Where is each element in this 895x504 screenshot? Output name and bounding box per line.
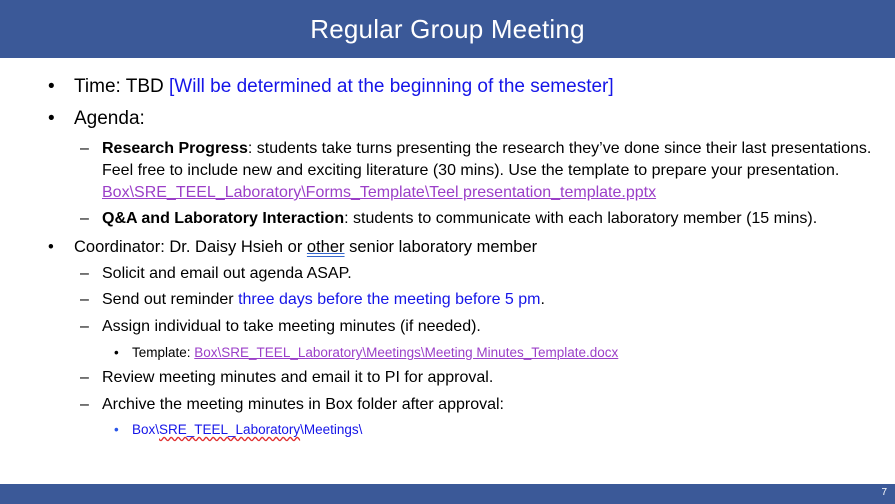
meeting-minutes-template-link[interactable]: Box\SRE_TEEL_Laboratory\Meetings\Meeting Minutes_Template.docx [194, 345, 619, 360]
coordinator-label-after: senior laboratory member [344, 238, 538, 256]
dash: – [80, 210, 89, 227]
qa-description: : students to communicate with each laboratory member (15 mins). [344, 210, 818, 227]
dash: – [80, 265, 89, 282]
dash: – [80, 291, 89, 308]
coordinator-other: other [306, 238, 345, 256]
dash: – [80, 140, 89, 157]
task-solicit-text: Solicit and email out agenda ASAP. [102, 265, 352, 282]
archive-path-suffix: \Meetings\ [300, 422, 363, 437]
qa-text [102, 208, 872, 230]
reminder-after: . [540, 291, 545, 308]
coordinator-label-before: Coordinator: Dr. Daisy Hsieh or [74, 238, 307, 256]
time-text [74, 76, 614, 98]
coordinator-text [74, 236, 537, 258]
research-text [102, 138, 872, 204]
reminder-deadline: three days before the meeting before 5 pm [238, 291, 541, 308]
footer-bar [0, 484, 895, 504]
title-bar [0, 0, 895, 58]
task-reminder-text [102, 289, 872, 311]
task-archive-text: Archive the meeting minutes in Box folder after approval: [102, 396, 504, 413]
bullet-dot: • [114, 345, 119, 360]
dash: – [80, 318, 89, 335]
page-number: 7 [881, 487, 887, 498]
bullet-dot: • [48, 108, 55, 129]
bullet-dot: • [48, 76, 55, 97]
dash: – [80, 369, 89, 386]
research-description: : students take turns presenting the research they’ve done since their last presentations. Feel free to include new and exciting literature (30 mins). Use the template to prepare your presentation. [102, 140, 872, 179]
template-label: Template: [132, 345, 195, 360]
slide-content [0, 58, 895, 484]
research-title: Research Progress [102, 140, 248, 157]
dash: – [80, 396, 89, 413]
reminder-before: Send out reminder [102, 291, 239, 308]
bullet-dot: • [114, 422, 119, 437]
task-review-text: Review meeting minutes and email it to PI for approval. [102, 369, 494, 386]
template-text [132, 344, 618, 362]
time-label: Time: TBD [74, 76, 170, 97]
archive-path-text [132, 421, 362, 439]
slide-title: Regular Group Meeting [310, 13, 585, 44]
qa-title: Q&A and Laboratory Interaction [102, 210, 345, 227]
archive-path-prefix: Box\ [132, 422, 160, 437]
archive-path-lab: SRE_TEEL_Laboratory [159, 422, 301, 437]
task-assign-text: Assign individual to take meeting minutes (if needed). [102, 318, 481, 335]
bullet-dot: • [48, 238, 54, 256]
time-note: [Will be determined at the beginning of the semester] [169, 76, 614, 97]
agenda-label: Agenda: [74, 108, 145, 129]
presentation-template-link[interactable]: Box\SRE_TEEL_Laboratory\Forms_Template\Teel presentation_template.pptx [102, 184, 657, 201]
